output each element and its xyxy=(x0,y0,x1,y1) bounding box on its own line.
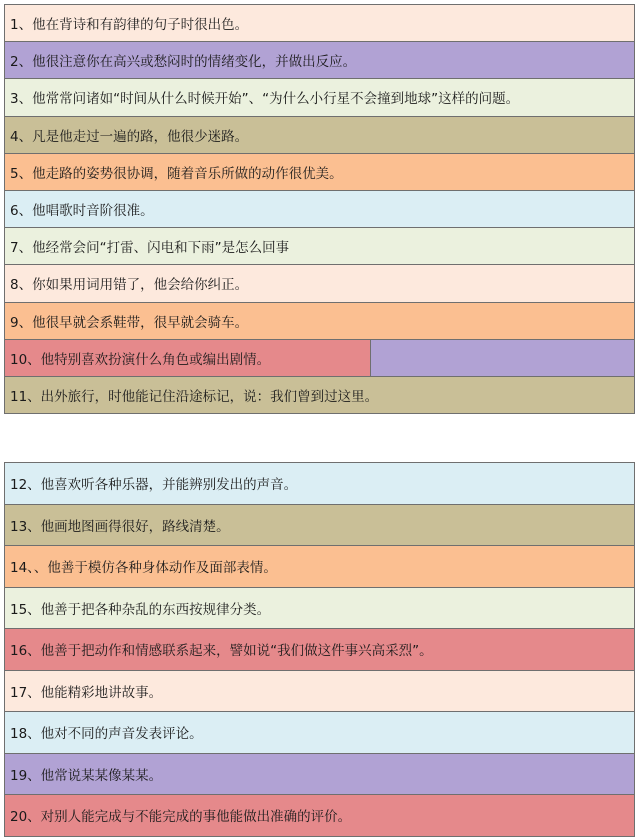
checklist-item-text: 2、他很注意你在高兴或愁闷时的情绪变化，并做出反应。 xyxy=(10,54,357,71)
checklist-item-text: 20、对别人能完成与不能完成的事他能做出准确的评价。 xyxy=(10,809,352,826)
checklist-item-text: 5、他走路的姿势很协调，随着音乐所做的动作很优美。 xyxy=(10,165,343,182)
checklist-item-4 xyxy=(4,116,635,154)
checklist-item-text: 12、他喜欢听各种乐器，并能辨别发出的声音。 xyxy=(10,477,298,494)
checklist-item-3 xyxy=(4,78,635,116)
checklist-item-text: 6、他唱歌时音阶很准。 xyxy=(10,203,154,220)
checklist-item-text: 4、凡是他走过一遍的路，他很少迷路。 xyxy=(10,128,249,145)
checklist-item-11 xyxy=(4,376,635,414)
checklist-item-7 xyxy=(4,227,635,265)
checklist-item-text: 10、他特别喜欢扮演什么角色或编出剧情。 xyxy=(10,351,271,368)
checklist-item-10 xyxy=(4,339,635,377)
checklist-item-text: 16、他善于把动作和情感联系起来，譬如说“我们做这件事兴高采烈”。 xyxy=(10,643,433,660)
checklist-item-text: 15、他善于把各种杂乱的东西按规律分类。 xyxy=(10,601,271,618)
checklist-item-text: 14、、他善于模仿各种身体动作及面部表情。 xyxy=(10,560,277,577)
checklist-item-text: 18、他对不同的声音发表评论。 xyxy=(10,726,203,743)
checklist-item-12 xyxy=(4,462,635,505)
checklist-item-text: 19、他常说某某像某某。 xyxy=(10,767,163,784)
checklist-item-1 xyxy=(4,4,635,42)
checklist-item-6 xyxy=(4,190,635,228)
checklist-item-14 xyxy=(4,545,635,588)
checklist-item-16 xyxy=(4,628,635,671)
checklist-item-text: 3、他常常问诸如“时间从什么时候开始”、“为什么小行星不会撞到地球”这样的问题。 xyxy=(10,91,520,108)
checklist-item-text: 9、他很早就会系鞋带，很早就会骑车。 xyxy=(10,314,249,331)
checklist-item-20 xyxy=(4,794,635,837)
checklist-item-empty-cell xyxy=(370,340,634,376)
checklist-item-text: 8、你如果用词用错了，他会给你纠正。 xyxy=(10,277,249,294)
checklist-item-text: 13、他画地图画得很好，路线清楚。 xyxy=(10,518,230,535)
checklist-item-5 xyxy=(4,153,635,191)
checklist-item-text: 1、他在背诗和有韵律的句子时很出色。 xyxy=(10,17,249,34)
checklist-item-9 xyxy=(4,302,635,340)
checklist-item-2 xyxy=(4,41,635,79)
checklist-item-text: 11、出外旅行，时他能记住沿途标记，说：我们曾到过这里。 xyxy=(10,389,379,406)
checklist-item-text: 17、他能精彩地讲故事。 xyxy=(10,684,163,701)
checklist-item-text: 7、他经常会问“打雷、闪电和下雨”是怎么回事 xyxy=(10,240,290,257)
checklist-item-15 xyxy=(4,587,635,630)
checklist-item-17 xyxy=(4,670,635,713)
checklist-table-bottom xyxy=(0,457,640,835)
checklist-item-19 xyxy=(4,753,635,796)
checklist-item-18 xyxy=(4,711,635,754)
checklist-item-8 xyxy=(4,264,635,302)
checklist-item-13 xyxy=(4,504,635,547)
